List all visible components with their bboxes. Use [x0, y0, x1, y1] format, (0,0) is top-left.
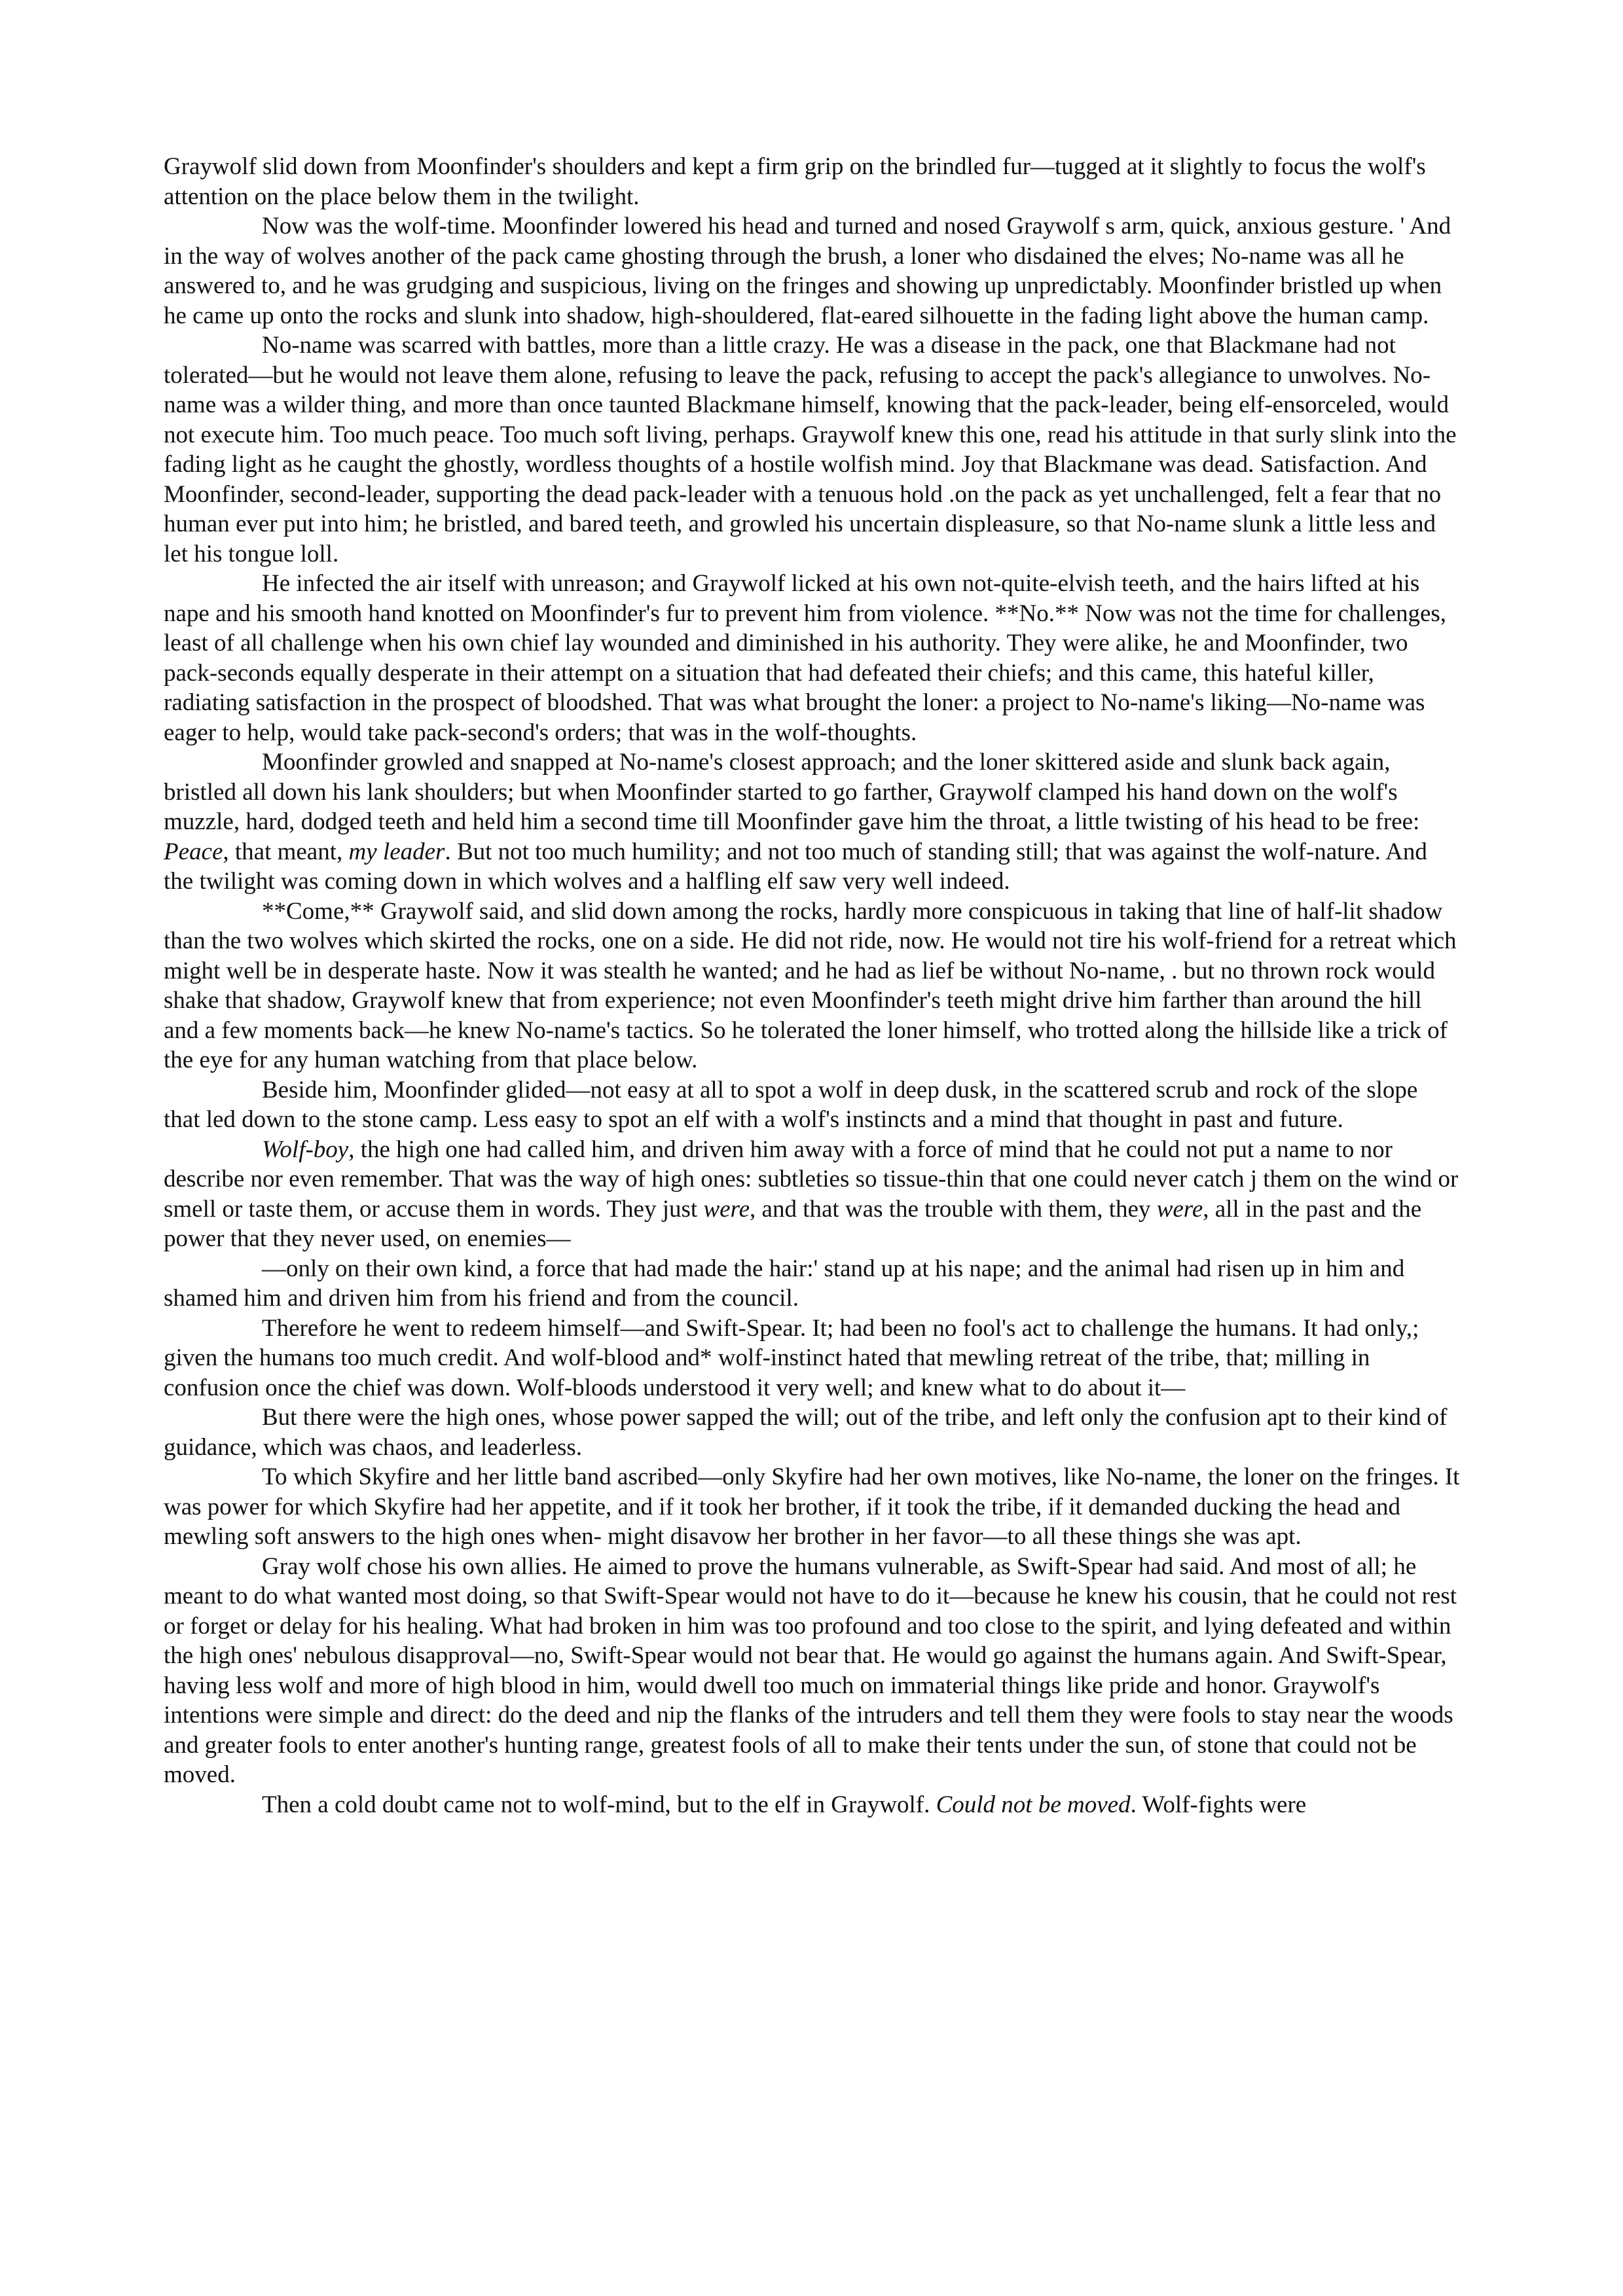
italic-text: Could not be moved — [936, 1791, 1131, 1818]
body-paragraph — [164, 1790, 1460, 1820]
text-run: . Wolf-fights were — [1130, 1791, 1307, 1818]
text-run: . But not too much humility; and not too much of standing still; that was against the wolf-nature. And the twilight was coming down in which wolves and a halfling elf saw very well indeed. — [164, 838, 1427, 895]
text-run: Graywolf slid down from Moonfinder's shoulders and kept a firm grip on the brindled fur—tugged at it slightly to focus the wolf's attention on the place below them in the twilight. — [164, 153, 1426, 210]
body-paragraph — [164, 1254, 1460, 1314]
body-paragraph — [164, 1075, 1460, 1135]
text-run: , and that was the trouble with them, they — [750, 1195, 1157, 1223]
body-paragraph — [164, 897, 1460, 1075]
body-paragraph — [164, 1314, 1460, 1403]
italic-text: my leader — [348, 838, 445, 865]
text-run: Gray wolf chose his own allies. He aimed to prove the humans vulnerable, as Swift-Spear had said. And most of all; he meant to do what wanted most doing, so that Swift-Spear would not have to do it—because he knew his cousin, that he could not rest or forget or delay for his healing. What had broken in him was too profound and too close to the spirit, and lying defeated and within the high ones' nebulous disapproval—no, Swift-Spear would not bear that. He would go against the humans again. And Swift-Spear, having less wolf and more of high blood in him, would dwell too much on immaterial things like pride and honor. Graywolf's intentions were simple and direct: do the deed and nip the flanks of the intruders and tell them they were fools to stay near the woods and greater fools to enter another's hunting range, greatest fools of all to make their tents under the sun, of stone that could not be moved. — [164, 1552, 1457, 1788]
italic-text: Wolf-boy — [262, 1136, 349, 1163]
text-run: To which Skyfire and her little band ascribed—only Skyfire had her own motives, like No-name, the loner on the fringes. It was power for which Skyfire had her appetite, and if it took her brother, if it took the tribe, if it demanded ducking the head and mewling soft answers to the high ones when- might disavow her brother in her favor—to all these things she was apt. — [164, 1463, 1460, 1550]
body-paragraph — [164, 1135, 1460, 1254]
text-run: , that meant, — [223, 838, 349, 865]
text-run: Then a cold doubt came not to wolf-mind, but to the elf in Graywolf. — [262, 1791, 936, 1818]
body-paragraph — [164, 1462, 1460, 1552]
italic-text: were — [703, 1195, 750, 1223]
text-run: —only on their own kind, a force that had made the hair:' stand up at his nape; and the animal had risen up in him and shamed him and driven him from his friend and from the council. — [164, 1255, 1405, 1312]
text-run: Moonfinder growled and snapped at No-name's closest approach; and the loner skittered aside and slunk back again, bristled all down his lank shoulders; but when Moonfinder started to go farther, Graywolf clamped his hand down on the wolf's muzzle, hard, dodged teeth and held him a second time till Moonfinder gave him the throat, a little twisting of his head to be free: — [164, 749, 1420, 835]
text-run: Beside him, Moonfinder glided—not easy at all to spot a wolf in deep dusk, in the scattered scrub and rock of the slope that led down to the stone camp. Less easy to spot an elf with a wolf's instincts and a mind that thought in past and future. — [164, 1076, 1418, 1133]
text-run: He infected the air itself with unreason; and Graywolf licked at his own not-quite-elvish teeth, and the hairs lifted at his nape and his smooth hand knotted on Moonfinder's fur to prevent him from violence. **No.** Now was not the time for challenges, least of all challenge when his own chief lay wounded and diminished in his authority. They were alike, he and Moonfinder, two pack-seconds equally desperate in their attempt on a situation that had defeated their chiefs; and this came, this hateful killer, radiating satisfaction in the prospect of bloodshed. That was what brought the loner: a project to No-name's liking—No-name was eager to help, would take pack-second's orders; that was in the wolf-thoughts. — [164, 570, 1447, 746]
text-run: No-name was scarred with battles, more than a little crazy. He was a disease in the pack, one that Blackmane had not tolerated—but he would not leave them alone, refusing to leave the pack, refusing to accept the pack's allegiance to unwolves. No-name was a wilder thing, and more than once taunted Blackmane himself, knowing that the pack-leader, being elf-ensorceled, would not execute him. Too much peace. Too much soft living, perhaps. Graywolf knew this one, read his attitude in that surly slink into the fading light as he caught the ghostly, wordless thoughts of a hostile wolfish mind. Joy that Blackmane was dead. Satisfaction. And Moonfinder, second-leader, supporting the dead pack-leader with a tenuous hold .on the pack as yet unchallenged, felt a fear that no human ever put into him; he bristled, and bared teeth, and growled his uncertain displeasure, so that No-name slunk a little less and let his tongue loll. — [164, 332, 1457, 567]
body-paragraph — [164, 569, 1460, 747]
text-run: **Come,** Graywolf said, and slid down among the rocks, hardly more conspicuous in taking that line of half-lit shadow than the two wolves which skirted the rocks, one on a side. He did not ride, now. He would not tire his wolf-friend for a retreat which might well be in desperate haste. Now it was stealth he wanted; and he had as lief be without No-name, . but no thrown rock would shake that shadow, Graywolf knew that from experience; not even Moonfinder's teeth might drive him farther than around the hill and a few moments back—he knew No-name's tactics. So he tolerated the loner himself, who trotted along the hillside like a trick of the eye for any human watching from that place below. — [164, 897, 1457, 1073]
text-run: Now was the wolf-time. Moonfinder lowered his head and turned and nosed Graywolf s arm, quick, anxious gesture. ' And in the way of wolves another of the pack came ghosting through the brush, a loner who disdained the elves; No-name was all he answered to, and he was grudging and suspicious, living on the fringes and showing up unpredictably. Moonfinder bristled up when he came up onto the rocks and slunk into shadow, high-shouldered, flat-eared silhouette in the fading light above the human camp. — [164, 213, 1451, 329]
body-paragraph — [164, 152, 1460, 211]
body-paragraph — [164, 1552, 1460, 1790]
italic-text: were — [1156, 1195, 1203, 1223]
body-paragraph — [164, 747, 1460, 897]
text-run: , the high one had called him, and driven him away with a force of mind that he could not put a name to nor describe nor even remember. That was the way of high ones: subtleties so tissue-thin that one could never catch j them on the wind or smell or taste them, or accuse them in words. They just — [164, 1136, 1459, 1223]
body-paragraph — [164, 1403, 1460, 1462]
text-run: , all in the past and the power that they never used, on enemies— — [164, 1195, 1422, 1252]
text-run: Therefore he went to redeem himself—and Swift-Spear. It; had been no fool's act to challenge the humans. It had only,; given the humans too much credit. And wolf-blood and* wolf-instinct hated that mewling retreat of the tribe, that; milling in confusion once the chief was down. Wolf-bloods understood it very well; and knew what to do about it— — [164, 1314, 1419, 1401]
body-paragraph — [164, 331, 1460, 569]
text-run: But there were the high ones, whose power sapped the will; out of the tribe, and left only the confusion apt to their kind of guidance, which was chaos, and leaderless. — [164, 1404, 1448, 1461]
body-paragraph — [164, 211, 1460, 331]
italic-text: Peace — [164, 838, 223, 865]
document-page — [164, 152, 1460, 1820]
